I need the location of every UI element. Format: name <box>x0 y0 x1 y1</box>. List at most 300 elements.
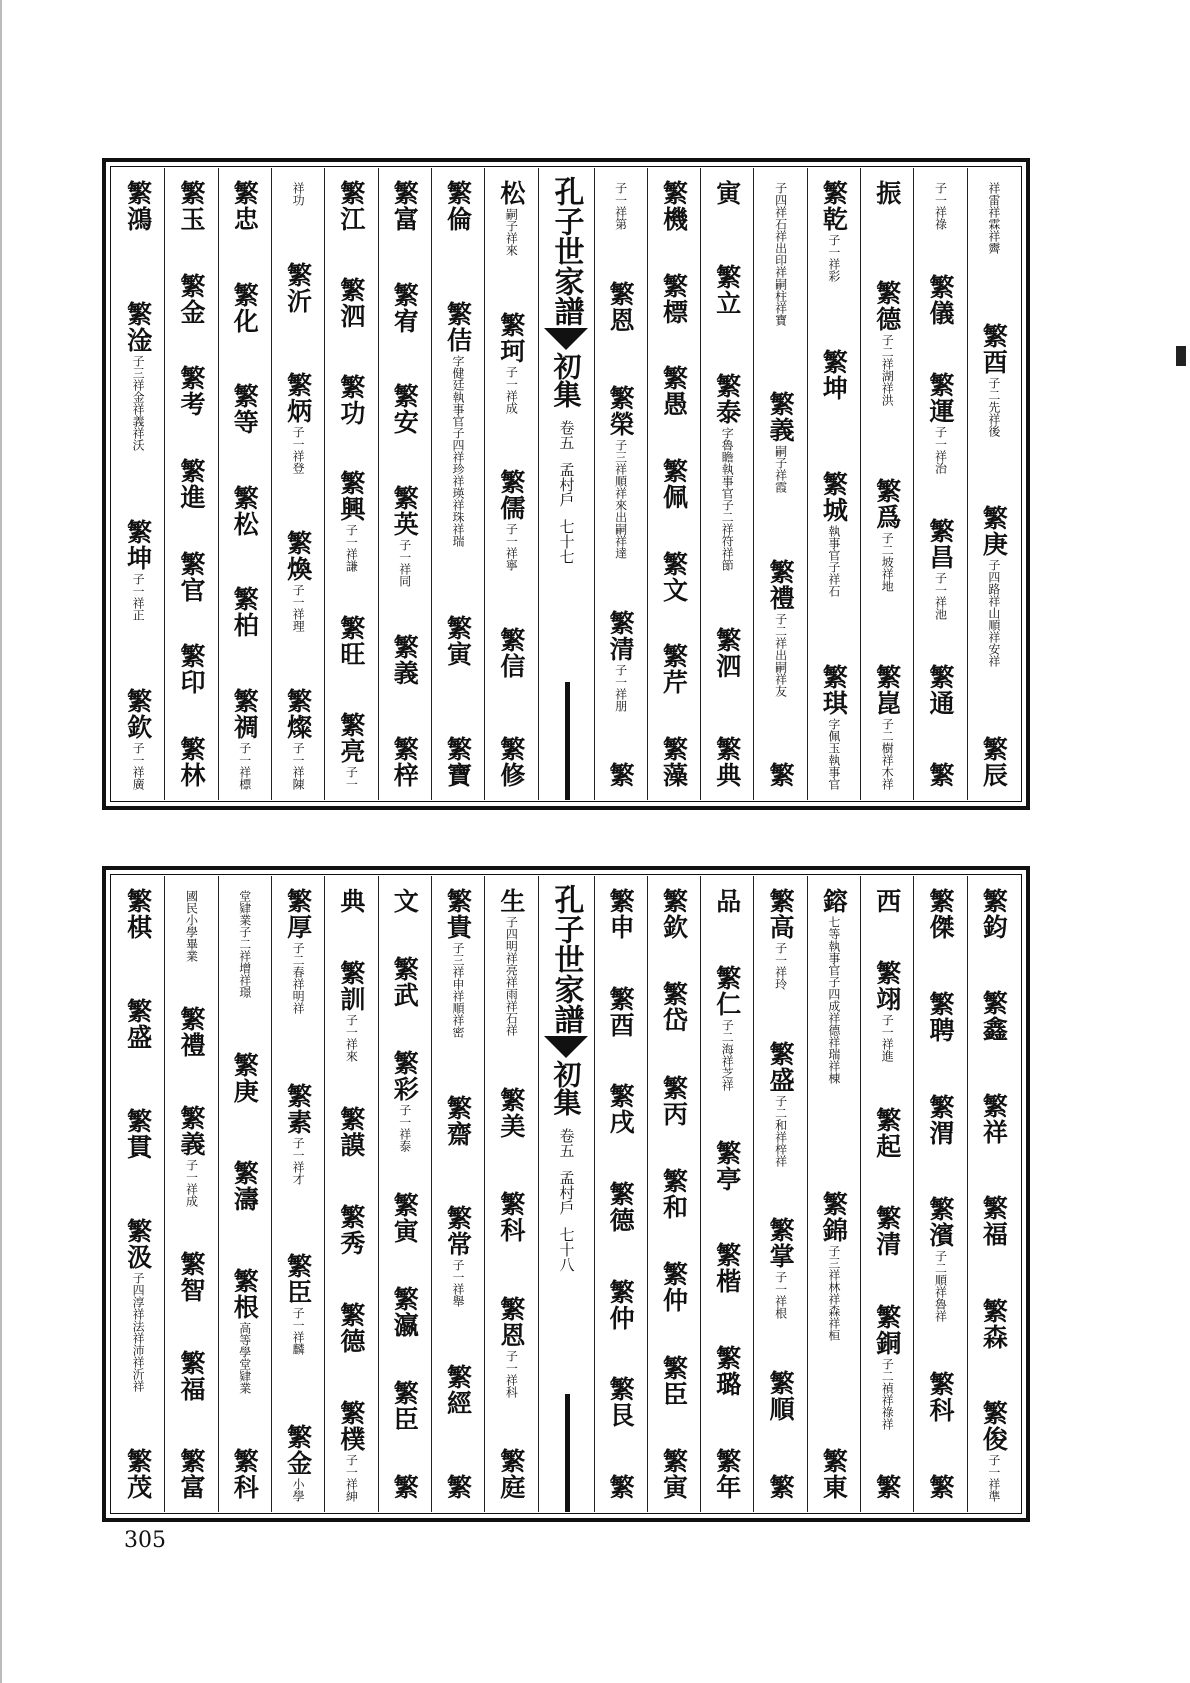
person-name: 繁厚 <box>283 888 313 940</box>
person-name: 振 <box>872 180 902 206</box>
person-name: 繁亮 <box>336 711 366 764</box>
genealogy-entry <box>230 586 259 640</box>
text-column <box>700 876 753 1512</box>
genealogy-entry <box>926 762 955 790</box>
genealogy-entry <box>606 281 635 335</box>
person-name: 繁科 <box>230 1448 260 1500</box>
genealogy-entry <box>444 1095 473 1149</box>
genealogy-entry <box>659 273 688 327</box>
person-name: 繁泗 <box>336 276 366 329</box>
person-name: 繁錦 <box>819 1191 849 1243</box>
genealogy-entry <box>606 610 635 712</box>
genealogy-entry <box>230 282 259 336</box>
text-column <box>594 168 647 800</box>
text-column <box>271 168 324 800</box>
margin-mark <box>1176 346 1186 366</box>
annotation-note: 國民小學畢業 <box>184 890 199 962</box>
genealogy-entry <box>979 1195 1008 1249</box>
annotation-note: 子二春祥明祥 <box>291 942 306 1014</box>
genealogy-entry <box>979 1400 1008 1502</box>
genealogy-entry <box>230 180 259 234</box>
genealogy-entry <box>606 888 635 942</box>
annotation-note: 子一祥朋 <box>613 663 628 712</box>
person-name: 繁智 <box>176 1251 206 1304</box>
page-panel-bottom <box>102 866 1030 1522</box>
genealogy-entry <box>177 1448 206 1502</box>
genealogy-entry <box>659 1261 688 1315</box>
person-name: 繁芹 <box>659 643 689 696</box>
person-name: 繁素 <box>283 1082 313 1135</box>
person-name: 繁珂 <box>496 311 526 364</box>
fish-tail-mark <box>544 328 588 350</box>
genealogy-entry <box>606 986 635 1040</box>
genealogy-entry <box>659 643 688 697</box>
person-name: 繁運 <box>926 372 956 424</box>
text-column <box>807 876 860 1512</box>
genealogy-entry <box>444 1205 473 1307</box>
genealogy-entry <box>390 282 419 336</box>
person-name: 繁 <box>606 762 636 788</box>
genealogy-entry <box>979 888 1008 942</box>
genealogy-entry <box>337 712 366 790</box>
person-name: 繁等 <box>230 383 260 436</box>
genealogy-entry <box>124 688 153 790</box>
genealogy-entry <box>497 312 526 414</box>
annotation-note: 子一祥紳 <box>344 1454 359 1502</box>
genealogy-entry <box>713 180 742 208</box>
genealogy-entry <box>873 1474 902 1502</box>
genealogy-entry <box>444 1364 473 1418</box>
genealogy-entry <box>284 530 313 632</box>
person-name: 繁恩 <box>606 280 636 333</box>
genealogy-entry <box>926 274 955 328</box>
juan-label: 卷五 <box>557 420 576 450</box>
person-name: 繁忠 <box>230 180 260 232</box>
genealogy-entry <box>606 385 635 559</box>
person-name: 繁祥 <box>979 1092 1009 1145</box>
genealogy-entry <box>337 1302 366 1356</box>
genealogy-entry <box>979 323 1008 437</box>
genealogy-entry <box>926 991 955 1045</box>
person-name: 典 <box>336 888 366 914</box>
annotation-note: 祥雷祥霖祥霽 <box>986 182 1001 254</box>
person-name: 繁宥 <box>390 281 420 334</box>
genealogy-entry <box>819 1448 848 1502</box>
person-name: 繁福 <box>979 1195 1009 1248</box>
person-name: 繁江 <box>336 180 366 232</box>
genealogy-entry <box>873 960 902 1062</box>
person-name: 繁 <box>926 762 956 788</box>
person-name: 繁禮 <box>766 558 796 611</box>
person-name: 生 <box>496 888 526 914</box>
genealogy-entry <box>713 965 742 1091</box>
leaf-number: 七十八 <box>557 1227 576 1272</box>
person-name: 繁琪 <box>819 663 849 716</box>
genealogy-entry <box>659 180 688 234</box>
person-name: 繁臣 <box>659 1354 689 1407</box>
text-column <box>647 168 700 800</box>
genealogy-entry <box>659 1075 688 1129</box>
annotation-note: 執事官子祥石 <box>826 524 841 597</box>
genealogy-entry <box>614 180 628 230</box>
annotation-note: 堂肄業子二祥增祥璟 <box>237 890 252 998</box>
person-name: 繁 <box>390 1474 420 1500</box>
genealogy-entry <box>766 1041 795 1167</box>
annotation-note: 子一祥來 <box>344 1014 359 1062</box>
person-name: 松 <box>496 180 526 206</box>
person-name: 繁 <box>872 1473 902 1500</box>
person-name: 繁昌 <box>926 518 956 570</box>
person-name: 繁庭 <box>496 1448 526 1500</box>
person-name: 繁標 <box>659 272 689 325</box>
genealogy-entry <box>390 1380 419 1434</box>
genealogy-entry <box>390 956 419 1010</box>
genealogy-entry <box>177 273 206 327</box>
annotation-note: 字佩玉執事官 <box>826 717 841 790</box>
person-name: 繁傑 <box>926 888 956 940</box>
genealogy-entry <box>124 1108 153 1162</box>
genealogy-entry <box>337 470 366 572</box>
genealogy-entry <box>979 1298 1008 1352</box>
person-name: 繁濱 <box>926 1196 956 1249</box>
annotation-note: 子一祥玲 <box>773 942 788 990</box>
margin-bar <box>565 682 570 800</box>
person-name: 繁寅 <box>390 1192 420 1244</box>
genealogy-entry <box>124 301 153 451</box>
person-name: 繁德 <box>606 1180 636 1233</box>
genealogy-entry <box>177 365 206 419</box>
annotation-note: 子一祥寧 <box>504 523 519 571</box>
genealogy-entry <box>659 736 688 790</box>
person-name: 繁庚 <box>979 505 1009 558</box>
genealogy-entry <box>873 664 902 790</box>
margin-bar <box>565 1394 570 1512</box>
person-name: 繁 <box>606 1473 636 1500</box>
genealogy-entry <box>390 383 419 437</box>
person-name: 繁金 <box>176 272 206 325</box>
annotation-note: 子二坡祥地 <box>880 532 895 592</box>
genealogy-entry <box>390 1192 419 1246</box>
person-name: 繁順 <box>766 1369 796 1422</box>
genealogy-entry <box>606 1376 635 1430</box>
genealogy-entry <box>177 736 206 790</box>
annotation-note: 子四祥石祥出印祥嗣柱祥寶 <box>773 182 788 326</box>
person-name: 繁官 <box>176 550 206 603</box>
genealogy-entry <box>337 1204 366 1258</box>
genealogy-entry <box>659 1355 688 1409</box>
person-name: 繁興 <box>336 470 366 523</box>
person-name: 繁福 <box>176 1349 206 1402</box>
genealogy-entry <box>766 1474 795 1502</box>
book-title: 孔子世家譜 <box>548 884 584 1034</box>
person-name: 西 <box>872 888 902 914</box>
genealogy-entry <box>659 365 688 419</box>
center-margin-column <box>538 168 594 800</box>
person-name: 繁彩 <box>390 1050 420 1102</box>
person-name: 繁年 <box>712 1447 742 1500</box>
person-name: 繁 <box>926 1473 956 1500</box>
person-name: 繁欽 <box>123 687 153 740</box>
person-name: 繁爲 <box>872 478 902 530</box>
genealogy-entry <box>819 1191 848 1341</box>
genealogy-entry <box>497 1296 526 1398</box>
person-name: 繁酉 <box>979 322 1009 375</box>
person-name: 繁仲 <box>606 1278 636 1331</box>
text-column <box>112 168 164 800</box>
person-name: 繁佶 <box>443 301 473 354</box>
person-name: 繁楷 <box>712 1242 742 1295</box>
genealogy-entry <box>606 1083 635 1137</box>
person-name: 繁富 <box>176 1447 206 1500</box>
genealogy-entry <box>979 505 1008 667</box>
genealogy-entry <box>606 762 635 790</box>
annotation-note: 子四淳祥法祥沛祥沂祥 <box>131 1272 146 1392</box>
person-name: 繁典 <box>712 736 742 788</box>
genealogy-entry <box>766 1370 795 1424</box>
text-column <box>967 168 1020 800</box>
person-name: 繁聘 <box>926 990 956 1043</box>
text-column <box>753 876 806 1512</box>
text-column <box>807 168 860 800</box>
person-name: 繁艮 <box>606 1376 636 1429</box>
person-name: 繁森 <box>979 1297 1009 1350</box>
genealogy-entry <box>819 471 848 597</box>
fish-tail-mark <box>544 1036 588 1058</box>
genealogy-entry <box>926 1474 955 1502</box>
annotation-note: 子一祥第 <box>613 182 628 230</box>
genealogy-entry <box>819 664 848 790</box>
person-name: 鎔 <box>819 888 849 914</box>
person-name: 繁汲 <box>123 1218 153 1270</box>
genealogy-entry <box>230 383 259 437</box>
genealogy-entry <box>713 373 742 571</box>
genealogy-entry <box>987 180 1001 254</box>
person-name: 繁盛 <box>123 998 153 1050</box>
genealogy-entry <box>766 888 795 990</box>
person-name: 繁美 <box>496 1086 526 1139</box>
annotation-note: 子二和祥梓祥 <box>773 1094 788 1167</box>
genealogy-entry <box>284 1083 313 1185</box>
person-name: 繁燦 <box>283 688 313 740</box>
person-name: 繁清 <box>606 609 636 662</box>
genealogy-entry <box>497 1087 526 1141</box>
person-name: 繁樸 <box>336 1400 366 1452</box>
text-column <box>860 168 913 800</box>
person-name: 繁銅 <box>872 1303 902 1356</box>
person-name: 繁柏 <box>230 586 260 639</box>
genealogy-entry <box>926 1094 955 1148</box>
genealogy-entry <box>390 888 419 916</box>
person-name: 繁義 <box>766 391 796 444</box>
annotation-note: 嗣子祥來 <box>504 208 519 256</box>
text-column <box>218 876 271 1512</box>
annotation-note: 子一祥準 <box>986 1453 1001 1502</box>
genealogy-entry <box>926 664 955 718</box>
annotation-note: 子二順祥魯祥 <box>933 1250 948 1323</box>
genealogy-entry <box>873 1205 902 1259</box>
person-name: 繁 <box>443 1474 473 1500</box>
genealogy-entry <box>873 478 902 592</box>
annotation-note: 字健廷執事官子四祥珍祥瑛祥珠祥瑞 <box>451 355 466 548</box>
text-column <box>484 168 537 800</box>
leaf-number: 七十七 <box>557 519 576 564</box>
person-name: 繁藻 <box>659 735 689 788</box>
person-name: 繁淦 <box>123 301 153 354</box>
genealogy-entry <box>390 1050 419 1152</box>
person-name: 繁掌 <box>766 1217 796 1269</box>
genealogy-entry <box>713 1140 742 1194</box>
annotation-note: 子三祥順祥來出嗣祥達 <box>613 439 628 559</box>
genealogy-entry <box>873 1107 902 1161</box>
person-name: 文 <box>390 888 420 914</box>
genealogy-entry <box>497 888 526 1036</box>
genealogy-entry <box>979 990 1008 1044</box>
genealogy-entry <box>177 1105 206 1207</box>
annotation-note: 高等學堂肄業 <box>237 1322 252 1394</box>
genealogy-entry <box>819 888 848 1084</box>
annotation-note: 子一祥舉 <box>451 1259 466 1307</box>
text-column <box>324 876 377 1512</box>
genealogy-entry <box>337 888 366 916</box>
person-name: 繁濤 <box>230 1160 260 1212</box>
person-name: 繁功 <box>336 373 366 426</box>
genealogy-entry <box>926 1196 955 1322</box>
person-name: 繁禂 <box>230 687 260 740</box>
genealogy-entry <box>337 1400 366 1502</box>
genealogy-entry <box>766 1217 795 1319</box>
text-column <box>378 168 431 800</box>
genealogy-entry <box>337 1106 366 1160</box>
person-name: 繁寅 <box>659 1447 689 1500</box>
person-name: 繁通 <box>926 664 956 716</box>
genealogy-entry <box>177 643 206 697</box>
text-column <box>431 168 484 800</box>
person-name: 繁仲 <box>659 1261 689 1314</box>
genealogy-entry <box>713 1345 742 1399</box>
genealogy-entry <box>497 1191 526 1245</box>
person-name: 繁德 <box>336 1302 366 1354</box>
genealogy-entry <box>444 180 473 234</box>
genealogy-entry <box>177 1006 206 1060</box>
annotation-note: 子二樹祥木祥 <box>880 718 895 790</box>
annotation-note: 子一祥標 <box>237 741 252 790</box>
genealogy-entry <box>819 180 848 282</box>
person-name: 繁貫 <box>123 1108 153 1160</box>
annotation-note: 子一祥廣 <box>131 741 146 790</box>
person-name: 繁起 <box>872 1106 902 1159</box>
annotation-note: 嗣子祥霞 <box>773 445 788 494</box>
person-name: 繁高 <box>766 888 796 940</box>
person-name: 繁清 <box>872 1205 902 1258</box>
genealogy-entry <box>284 372 313 474</box>
page-panel-top <box>102 158 1030 810</box>
person-name: 繁文 <box>659 550 689 603</box>
person-name: 繁佩 <box>659 457 689 510</box>
annotation-note: 子三祥申祥順祥密 <box>451 942 466 1038</box>
person-name: 繁常 <box>443 1205 473 1257</box>
text-column <box>112 876 164 1512</box>
person-name: 繁仁 <box>712 964 742 1017</box>
annotation-note: 子一祥成 <box>184 1158 199 1207</box>
annotation-note: 子四路祥山順祥安祥 <box>986 559 1001 668</box>
genealogy-entry <box>873 180 902 208</box>
genealogy-entry <box>766 762 795 790</box>
genealogy-entry <box>337 615 366 669</box>
genealogy-entry <box>337 374 366 428</box>
person-name: 繁寶 <box>443 735 473 788</box>
annotation-note: 子一祥才 <box>291 1136 306 1185</box>
genealogy-entry <box>124 998 153 1052</box>
person-name: 繁貴 <box>443 888 473 940</box>
genealogy-entry <box>713 1242 742 1296</box>
person-name: 繁瀛 <box>390 1286 420 1338</box>
person-name: 繁寅 <box>443 614 473 667</box>
genealogy-entry <box>926 518 955 620</box>
person-name: 繁丙 <box>659 1074 689 1127</box>
genealogy-entry <box>124 519 153 621</box>
annotation-note: 子一祥根 <box>773 1271 788 1319</box>
annotation-note: 子二禎祥祿祥 <box>880 1357 895 1430</box>
genealogy-entry <box>713 627 742 681</box>
person-name: 繁印 <box>176 643 206 696</box>
person-name: 繁機 <box>659 180 689 232</box>
genealogy-entry <box>230 485 259 539</box>
volume-label: 初集 <box>549 352 583 408</box>
genealogy-entry <box>124 180 153 234</box>
genealogy-entry <box>979 1093 1008 1147</box>
annotation-note: 子一 <box>344 765 359 790</box>
text-column <box>271 876 324 1512</box>
person-name: 繁東 <box>819 1448 849 1500</box>
genealogy-entry <box>444 888 473 1038</box>
genealogy-entry <box>934 180 948 230</box>
person-name: 繁鑫 <box>979 990 1009 1043</box>
annotation-note: 子一祥成 <box>504 365 519 414</box>
annotation-note: 子一祥治 <box>933 426 948 474</box>
genealogy-entry <box>390 1286 419 1340</box>
person-name: 繁和 <box>659 1167 689 1220</box>
genealogy-entry <box>606 1279 635 1333</box>
center-margin-column <box>538 876 594 1512</box>
person-name: 繁恩 <box>496 1295 526 1348</box>
person-name: 繁進 <box>176 457 206 510</box>
person-name: 繁考 <box>176 365 206 418</box>
genealogy-entry <box>774 180 788 326</box>
genealogy-entry <box>713 264 742 318</box>
genealogy-entry <box>444 615 473 669</box>
person-name: 繁盛 <box>766 1040 796 1093</box>
person-name: 繁義 <box>176 1104 206 1157</box>
genealogy-entry <box>659 1448 688 1502</box>
genealogy-entry <box>177 1350 206 1404</box>
annotation-note: 子一祥同 <box>397 538 412 587</box>
annotation-note: 子一祥陳 <box>291 742 306 790</box>
person-name: 繁欽 <box>659 888 689 940</box>
genealogy-entry <box>284 688 313 790</box>
person-name: 繁臣 <box>390 1380 420 1432</box>
text-column <box>378 876 431 1512</box>
genealogy-entry <box>713 1448 742 1502</box>
person-name: 繁金 <box>283 1423 313 1476</box>
genealogy-entry <box>390 634 419 688</box>
genealogy-entry <box>337 180 366 234</box>
genealogy-entry <box>497 736 526 790</box>
person-name: 繁謨 <box>336 1106 366 1158</box>
person-name: 繁鈞 <box>979 888 1009 940</box>
annotation-note: 子二先祥後 <box>986 376 1001 437</box>
genealogy-entry <box>444 301 473 547</box>
person-name: 繁坤 <box>819 349 849 402</box>
